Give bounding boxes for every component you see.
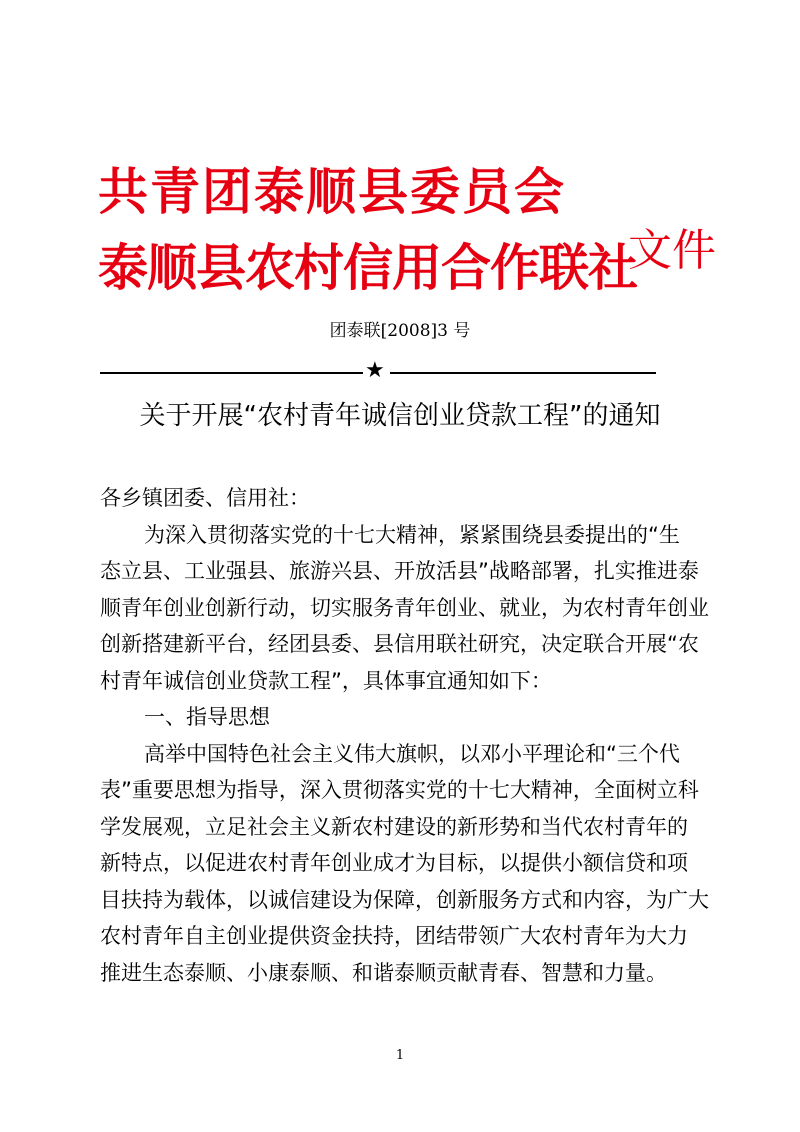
paragraph-line: 顺青年创业创新行动，切实服务青年创业、就业，为农村青年创业 xyxy=(100,595,709,620)
paragraph-line: 学发展观，立足社会主义新农村建设的新形势和当代农村青年的 xyxy=(100,814,688,839)
issuer-line-credit-union: 泰顺县农村信用合作联社 xyxy=(98,239,637,297)
salutation: 各乡镇团委、信用社： xyxy=(100,486,310,510)
notice-body xyxy=(100,480,709,991)
paragraph-line: 新特点，以促进农村青年创业成才为目标，以提供小额信贷和项 xyxy=(100,851,688,875)
paragraph-line: 农村青年自主创业提供资金扶持，团结带领广大农村青年为大力 xyxy=(100,924,688,948)
separator-rule-right xyxy=(390,372,656,374)
separator-rule-left xyxy=(100,372,363,374)
document-number: 团泰联[2008]3 号 xyxy=(329,321,471,341)
paragraph-line: 为深入贯彻落实党的十七大精神，紧紧围绕县委提出的“生 xyxy=(144,522,680,547)
paragraph-line: 推进生态泰顺、小康泰顺、和谐泰顺贡献青春、智慧和力量。 xyxy=(100,960,667,985)
document-suffix: 文件 xyxy=(628,225,716,276)
star-icon: ★ xyxy=(365,358,385,383)
page-number: 1 xyxy=(395,1048,405,1063)
paragraph-line: 创新搭建新平台，经团县委、县信用联社研究，决定联合开展“农 xyxy=(100,632,699,656)
paragraph-line: 目扶持为载体，以诚信建设为保障，创新服务方式和内容，为广大 xyxy=(100,887,709,912)
section-heading: 一、指导思想 xyxy=(144,705,270,729)
issuer-line-youth-league: 共青团泰顺县委员会 xyxy=(98,163,566,221)
paragraph-line: 村青年诚信创业贷款工程”，具体事宜通知如下： xyxy=(100,668,552,693)
paragraph-line: 高举中国特色社会主义伟大旗帜，以邓小平理论和“三个代 xyxy=(144,741,680,766)
notice-title: 关于开展“农村青年诚信创业贷款工程”的通知 xyxy=(139,401,661,431)
paragraph-line: 态立县、工业强县、旅游兴县、开放活县”战略部署，扎实推进泰 xyxy=(100,559,699,583)
paragraph-line: 表”重要思想为指导，深入贯彻落实党的十七大精神，全面树立科 xyxy=(100,778,699,802)
